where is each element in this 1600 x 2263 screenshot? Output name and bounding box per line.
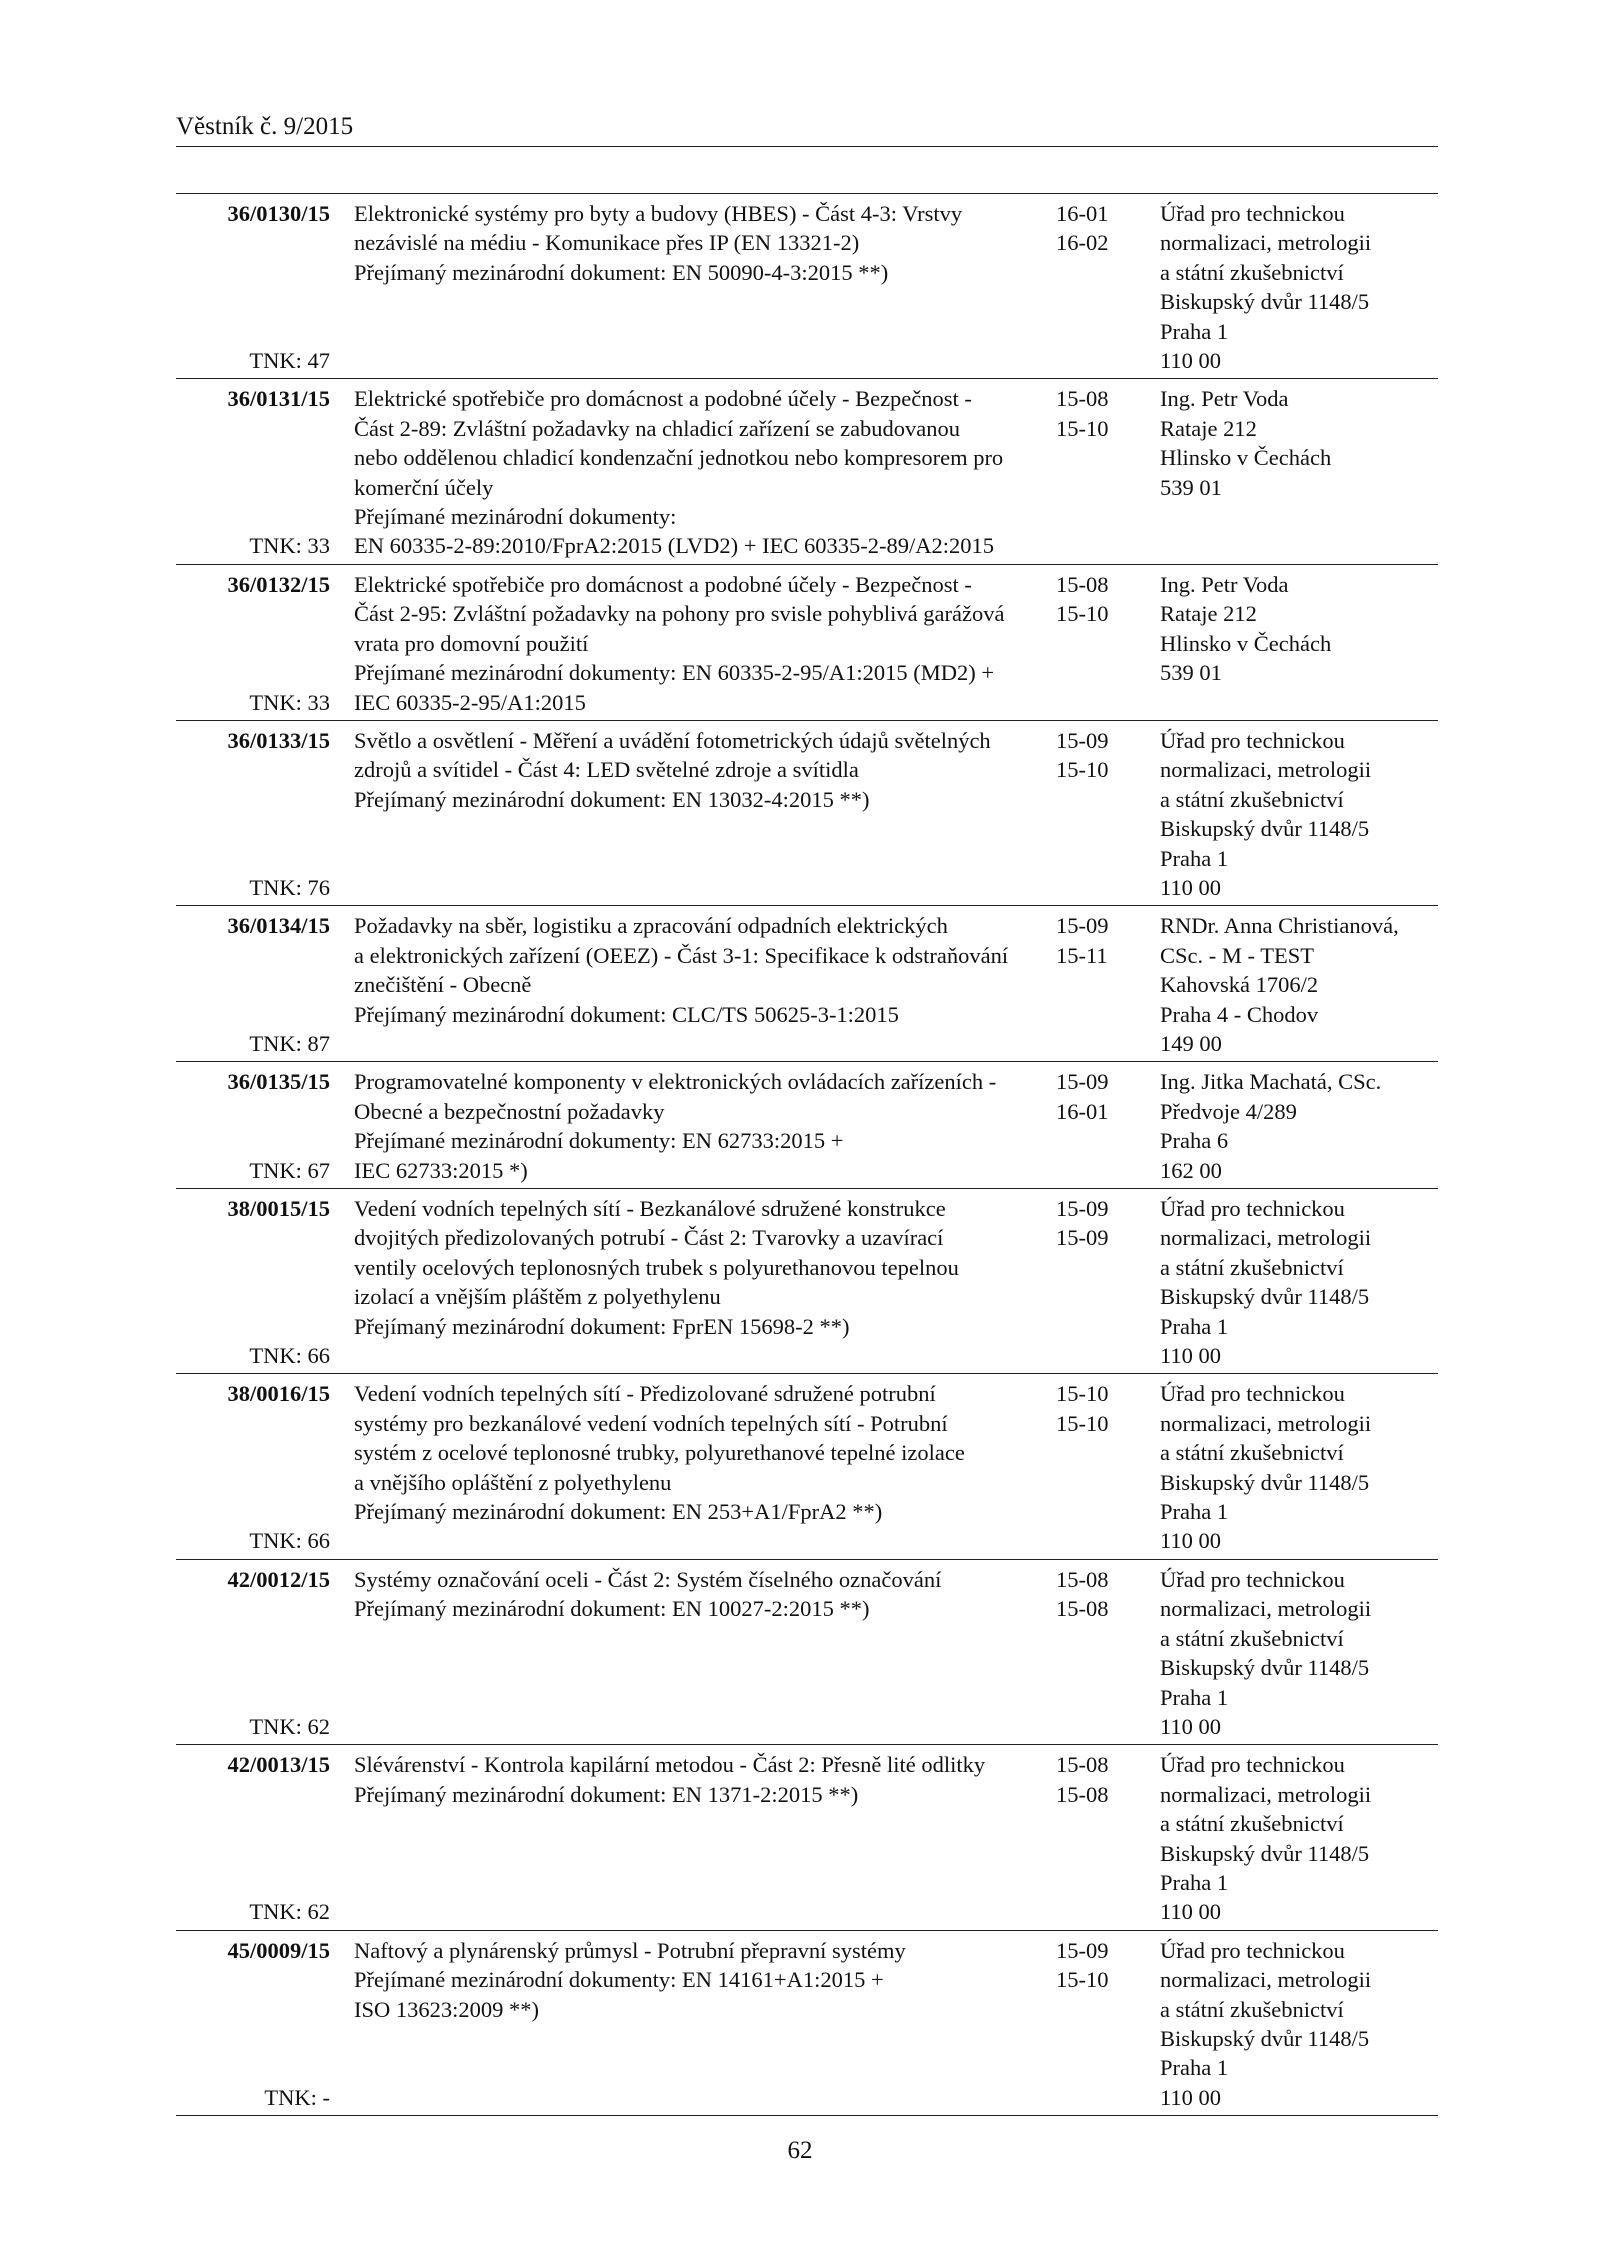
entry-number: 42/0013/15 [227, 1752, 330, 1778]
description-line: a vnějšího opláštění z polyethylenu [354, 1469, 672, 1495]
date-value: 15-10 [1056, 1410, 1109, 1436]
description-line: ventily ocelových teplonosných trubek s polyurethanovou tepelnou [354, 1254, 959, 1280]
contact-line: a státní zkušebnictví [1160, 1811, 1344, 1837]
description-line: Část 2-95: Zvláštní požadavky na pohony pro svisle pohyblivá garážová [354, 601, 1005, 627]
entry-dates [1052, 1379, 1156, 1555]
standard-entry [176, 194, 1438, 379]
contact-line: a státní zkušebnictví [1160, 1996, 1344, 2022]
entry-contact [1156, 726, 1438, 902]
contact-line: Úřad pro technickou [1160, 201, 1345, 226]
contact-line: RNDr. Anna Christianová, [1160, 913, 1399, 939]
entry-contact [1156, 1750, 1438, 1926]
entry-contact [1156, 1936, 1438, 2112]
entry-tnk: TNK: 66 [249, 1528, 330, 1554]
description-line: zdrojů a svítidel - Část 4: LED světelné zdroje a svítidla [354, 757, 859, 783]
description-line: a elektronických zařízení (OEEZ) - Část 3-1: Specifikace k odstraňování [354, 942, 1009, 968]
contact-line: a státní zkušebnictví [1160, 259, 1344, 285]
contact-line: 110 00 [1160, 2084, 1222, 2110]
contact-line: 110 00 [1160, 1343, 1222, 1369]
date-value: 15-08 [1056, 1596, 1109, 1622]
entry-contact [1156, 1067, 1438, 1185]
description-line: Elektrické spotřebiče pro domácnost a podobné účely - Bezpečnost - [354, 386, 972, 412]
standard-entry [176, 1560, 1438, 1745]
entry-dates [1052, 570, 1156, 717]
entry-id-cell [176, 1194, 332, 1370]
description-line: Vedení vodních tepelných sítí - Bezkanálové sdružené konstrukce [354, 1196, 946, 1221]
contact-line: normalizaci, metrologii [1160, 757, 1372, 783]
date-value: 15-09 [1056, 1069, 1109, 1095]
date-value: 15-10 [1056, 1381, 1109, 1407]
description-line: Naftový a plynárenský průmysl - Potrubní přepravní systémy [354, 1937, 906, 1963]
entry-number: 36/0135/15 [227, 1069, 330, 1095]
entry-id-cell [176, 1067, 332, 1185]
standard-entry [176, 906, 1438, 1062]
entry-tnk: TNK: 47 [249, 348, 330, 374]
contact-line: Biskupský dvůr 1148/5 [1160, 1840, 1370, 1866]
entry-tnk: TNK: 66 [249, 1343, 330, 1369]
contact-line: Praha 1 [1160, 1499, 1229, 1525]
description-line: izolací a vnějším pláštěm z polyethylenu [354, 1284, 721, 1310]
contact-line: a státní zkušebnictví [1160, 1440, 1344, 1466]
standard-entry [176, 565, 1438, 721]
date-value: 15-09 [1056, 1225, 1109, 1251]
description-line: Přejímaný mezinárodní dokument: EN 1371-2:2015 **) [354, 1781, 859, 1807]
contact-line: 110 00 [1160, 874, 1222, 900]
entry-id-cell [176, 570, 332, 717]
contact-line: Předvoje 4/289 [1160, 1098, 1297, 1124]
entry-description [332, 911, 1052, 1058]
entry-contact [1156, 1379, 1438, 1555]
date-value: 15-08 [1056, 1781, 1109, 1807]
entry-id-cell [176, 726, 332, 902]
date-value: 15-09 [1056, 913, 1109, 939]
description-line: Elektrické spotřebiče pro domácnost a podobné účely - Bezpečnost - [354, 571, 972, 597]
contact-line: Úřad pro technickou [1160, 1381, 1345, 1407]
entry-contact [1156, 911, 1438, 1058]
standard-entry [176, 1931, 1438, 2116]
entry-dates [1052, 1750, 1156, 1926]
description-line: Přejímaný mezinárodní dokument: EN 253+A1/FprA2 **) [354, 1499, 883, 1525]
entry-dates [1052, 1936, 1156, 2112]
contact-line: normalizaci, metrologii [1160, 1225, 1372, 1251]
date-value: 15-09 [1056, 1196, 1109, 1221]
date-value: 16-01 [1056, 201, 1109, 226]
contact-line: 539 01 [1160, 660, 1222, 686]
contact-line: 110 00 [1160, 348, 1222, 374]
entry-number: 36/0130/15 [227, 201, 330, 226]
contact-line: normalizaci, metrologii [1160, 1410, 1372, 1436]
description-line: systém z ocelové teplonosné trubky, polyurethanové tepelné izolace [354, 1440, 965, 1466]
contact-line: Biskupský dvůr 1148/5 [1160, 1284, 1370, 1310]
entry-tnk: TNK: 67 [249, 1157, 330, 1183]
date-value: 15-10 [1056, 601, 1109, 627]
contact-line: Praha 1 [1160, 1684, 1229, 1710]
header-title: Věstník č. 9/2015 [176, 113, 354, 140]
description-line: EN 60335-2-89:2010/FprA2:2015 (LVD2) + IEC 60335-2-89/A2:2015 [354, 533, 994, 559]
description-line: Přejímané mezinárodní dokumenty: EN 62733:2015 + [354, 1128, 844, 1154]
entry-id-cell [176, 1379, 332, 1555]
contact-line: Praha 4 - Chodov [1160, 1001, 1319, 1027]
entry-id-cell [176, 199, 332, 375]
standard-entry [176, 1189, 1438, 1374]
entry-description [332, 1067, 1052, 1185]
date-value: 15-09 [1056, 727, 1109, 753]
contact-line: Biskupský dvůr 1148/5 [1160, 1469, 1370, 1495]
contact-line: 110 00 [1160, 1713, 1222, 1739]
description-line: vrata pro domovní použití [354, 630, 589, 656]
description-line: Systémy označování oceli - Část 2: Systém číselného označování [354, 1566, 942, 1592]
description-line: Slévárenství - Kontrola kapilární metodou - Část 2: Přesně lité odlitky [354, 1752, 986, 1778]
description-line: ISO 13623:2009 **) [354, 1996, 539, 2022]
description-line: Obecné a bezpečnostní požadavky [354, 1098, 665, 1124]
entry-dates [1052, 726, 1156, 902]
standard-entry [176, 1062, 1438, 1189]
entry-number: 38/0016/15 [227, 1381, 330, 1407]
entry-contact [1156, 1565, 1438, 1741]
description-line: Přejímané mezinárodní dokumenty: EN 60335-2-95/A1:2015 (MD2) + [354, 660, 995, 686]
entry-contact [1156, 384, 1438, 560]
entry-description [332, 384, 1052, 560]
contact-line: Rataje 212 [1160, 415, 1257, 441]
date-value: 15-11 [1056, 942, 1108, 968]
date-value: 16-01 [1056, 1098, 1109, 1124]
contact-line: 539 01 [1160, 474, 1222, 500]
entry-number: 36/0131/15 [227, 386, 330, 412]
contact-line: Biskupský dvůr 1148/5 [1160, 816, 1370, 842]
description-line: Část 2-89: Zvláštní požadavky na chladicí zařízení se zabudovanou [354, 415, 961, 441]
entry-tnk: TNK: 76 [249, 874, 330, 900]
contact-line: 149 00 [1160, 1030, 1222, 1056]
entry-tnk: TNK: - [264, 2084, 330, 2110]
entry-description [332, 1379, 1052, 1555]
contact-line: Praha 1 [1160, 845, 1229, 871]
contact-line: normalizaci, metrologii [1160, 1596, 1372, 1622]
entry-id-cell [176, 911, 332, 1058]
contact-line: 110 00 [1160, 1899, 1222, 1925]
contact-line: Praha 1 [1160, 1313, 1229, 1339]
entry-number: 42/0012/15 [227, 1566, 330, 1592]
description-line: Přejímaný mezinárodní dokument: CLC/TS 50625-3-1:2015 [354, 1001, 899, 1027]
standard-entry [176, 1745, 1438, 1930]
entry-id-cell [176, 1750, 332, 1926]
date-value: 15-10 [1056, 1967, 1109, 1993]
contact-line: Úřad pro technickou [1160, 727, 1345, 753]
entry-description [332, 1565, 1052, 1741]
description-line: Přejímaný mezinárodní dokument: EN 10027-2:2015 **) [354, 1596, 870, 1622]
date-value: 15-08 [1056, 571, 1109, 597]
page-header [176, 112, 1438, 147]
entry-number: 38/0015/15 [227, 1196, 330, 1221]
entry-dates [1052, 1067, 1156, 1185]
contact-line: 162 00 [1160, 1157, 1222, 1183]
contact-line: Rataje 212 [1160, 601, 1257, 627]
contact-line: a státní zkušebnictví [1160, 1254, 1344, 1280]
description-line: Přejímané mezinárodní dokumenty: EN 14161+A1:2015 + [354, 1967, 884, 1993]
entry-tnk: TNK: 62 [249, 1899, 330, 1925]
description-line: nezávislé na médiu - Komunikace přes IP (EN 13321-2) [354, 230, 860, 256]
entry-dates [1052, 199, 1156, 375]
contact-line: a státní zkušebnictví [1160, 1625, 1344, 1651]
entry-description [332, 726, 1052, 902]
contact-line: Praha 1 [1160, 318, 1229, 344]
contact-line: normalizaci, metrologii [1160, 1781, 1372, 1807]
date-value: 15-08 [1056, 1566, 1109, 1592]
description-line: systémy pro bezkanálové vedení vodních tepelných sítí - Potrubní [354, 1410, 948, 1436]
description-line: IEC 62733:2015 *) [354, 1157, 528, 1183]
entry-tnk: TNK: 62 [249, 1713, 330, 1739]
contact-line: Biskupský dvůr 1148/5 [1160, 289, 1370, 315]
description-line: Přejímaný mezinárodní dokument: EN 13032-4:2015 **) [354, 786, 870, 812]
contact-line: Kahovská 1706/2 [1160, 972, 1319, 998]
contact-line: Úřad pro technickou [1160, 1196, 1345, 1221]
standard-entry [176, 721, 1438, 906]
entry-description [332, 1750, 1052, 1926]
contact-line: 110 00 [1160, 1528, 1222, 1554]
entry-description [332, 570, 1052, 717]
description-line: Přejímaný mezinárodní dokument: FprEN 15698-2 **) [354, 1313, 850, 1339]
contact-line: Hlinsko v Čechách [1160, 445, 1332, 471]
contact-line: Hlinsko v Čechách [1160, 630, 1332, 656]
entry-contact [1156, 199, 1438, 375]
contact-line: Praha 6 [1160, 1128, 1229, 1154]
description-line: Programovatelné komponenty v elektronických ovládacích zařízeních - [354, 1069, 997, 1095]
date-value: 15-08 [1056, 386, 1109, 412]
contact-line: Biskupský dvůr 1148/5 [1160, 2025, 1370, 2051]
entry-dates [1052, 1565, 1156, 1741]
date-value: 15-10 [1056, 757, 1109, 783]
date-value: 15-08 [1056, 1752, 1109, 1778]
contact-line: Úřad pro technickou [1160, 1937, 1345, 1963]
standard-entry [176, 379, 1438, 564]
contact-line: Praha 1 [1160, 2055, 1229, 2081]
entry-tnk: TNK: 87 [249, 1030, 330, 1056]
standard-entry [176, 1374, 1438, 1559]
contact-line: Praha 1 [1160, 1869, 1229, 1895]
entry-contact [1156, 570, 1438, 717]
entry-dates [1052, 911, 1156, 1058]
contact-line: normalizaci, metrologii [1160, 1967, 1372, 1993]
entry-number: 36/0132/15 [227, 571, 330, 597]
description-line: znečištění - Obecně [354, 972, 532, 998]
date-value: 15-10 [1056, 415, 1109, 441]
description-line: Vedení vodních tepelných sítí - Předizolované sdružené potrubní [354, 1381, 936, 1407]
entry-number: 45/0009/15 [227, 1937, 330, 1963]
entry-id-cell [176, 1936, 332, 2112]
entry-tnk: TNK: 33 [249, 533, 330, 559]
date-value: 16-02 [1056, 230, 1109, 256]
description-line: Přejímaný mezinárodní dokument: EN 50090-4-3:2015 **) [354, 259, 889, 285]
entry-id-cell [176, 1565, 332, 1741]
contact-line: Ing. Petr Voda [1160, 571, 1289, 597]
description-line: Elektronické systémy pro byty a budovy (HBES) - Část 4-3: Vrstvy [354, 201, 963, 226]
contact-line: Biskupský dvůr 1148/5 [1160, 1655, 1370, 1681]
date-value: 15-09 [1056, 1937, 1109, 1963]
standards-list [176, 193, 1438, 2116]
entry-tnk: TNK: 33 [249, 689, 330, 715]
contact-line: Ing. Jitka Machatá, CSc. [1160, 1069, 1382, 1095]
contact-line: a státní zkušebnictví [1160, 786, 1344, 812]
description-line: dvojitých předizolovaných potrubí - Část 2: Tvarovky a uzavírací [354, 1225, 944, 1251]
description-line: Přejímané mezinárodní dokumenty: [354, 504, 677, 530]
contact-line: Ing. Petr Voda [1160, 386, 1289, 412]
contact-line: normalizaci, metrologii [1160, 230, 1372, 256]
entry-number: 36/0133/15 [227, 727, 330, 753]
contact-line: Úřad pro technickou [1160, 1566, 1345, 1592]
entry-number: 36/0134/15 [227, 913, 330, 939]
entry-description [332, 1936, 1052, 2112]
entry-contact [1156, 1194, 1438, 1370]
contact-line: Úřad pro technickou [1160, 1752, 1345, 1778]
description-line: IEC 60335-2-95/A1:2015 [354, 689, 586, 715]
entry-id-cell [176, 384, 332, 560]
page-number: 62 [787, 2137, 813, 2164]
description-line: nebo oddělenou chladicí kondenzační jednotkou nebo kompresorem pro [354, 445, 1004, 471]
description-line: Požadavky na sběr, logistiku a zpracování odpadních elektrických [354, 913, 948, 939]
contact-line: CSc. - M - TEST [1160, 942, 1314, 968]
entry-dates [1052, 1194, 1156, 1370]
entry-description [332, 199, 1052, 375]
description-line: komerční účely [354, 474, 494, 500]
entry-description [332, 1194, 1052, 1370]
entry-dates [1052, 384, 1156, 560]
description-line: Světlo a osvětlení - Měření a uvádění fotometrických údajů světelných [354, 727, 991, 753]
